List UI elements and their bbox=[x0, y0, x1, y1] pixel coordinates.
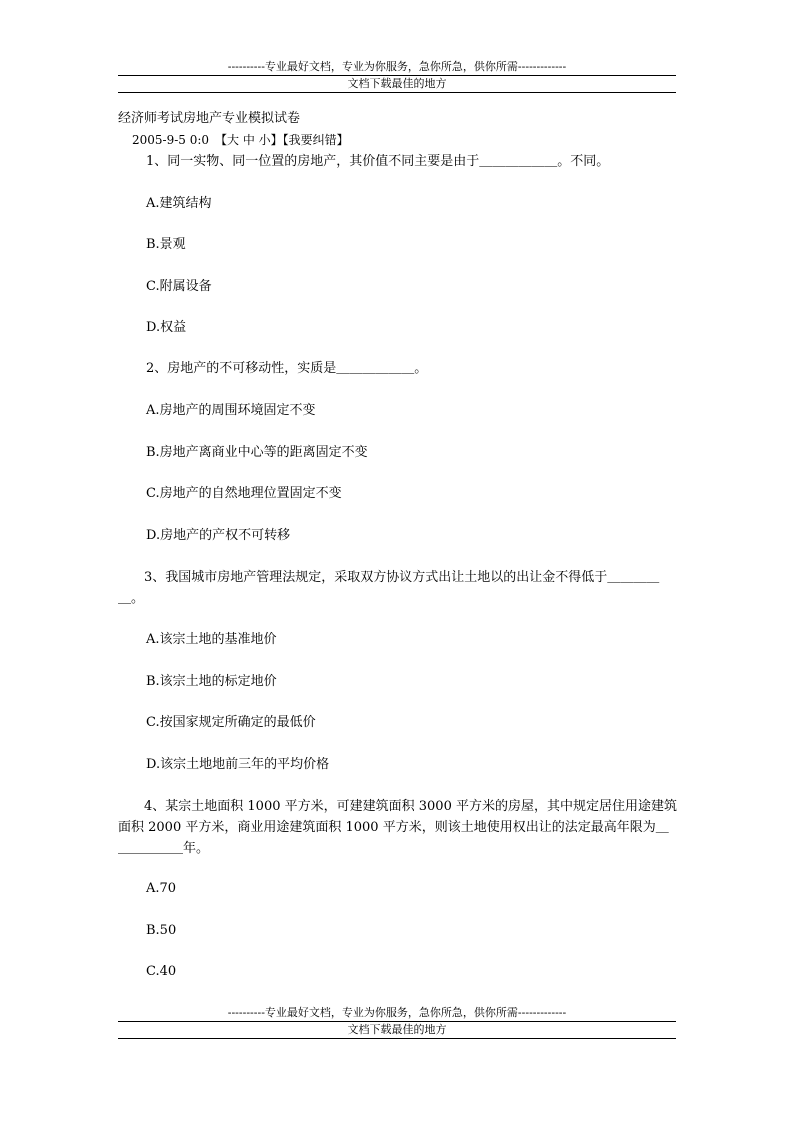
question-3-option-b: B.该宗土地的标定地价 bbox=[146, 674, 277, 689]
document-meta: 2005-9-5 0:0 【大 中 小】【我要纠错】 bbox=[132, 133, 349, 147]
question-1-stem: 1、同一实物、同一位置的房地产，其价值不同主要是由于＿＿＿＿＿＿。不同。 bbox=[146, 154, 610, 169]
question-2-option-b: B.房地产离商业中心等的距离固定不变 bbox=[146, 445, 368, 460]
header-tagline: ----------专业最好文档，专业为你服务，急你所急，供你所需------------- bbox=[227, 60, 567, 73]
header-subtitle: 文档下载最佳的地方 bbox=[118, 76, 676, 93]
document-body bbox=[118, 0, 678, 1000]
question-2-stem: 2、房地产的不可移动性，实质是＿＿＿＿＿＿。 bbox=[146, 361, 428, 376]
footer-subtitle: 文档下载最佳的地方 bbox=[118, 1022, 676, 1039]
question-4-option-c: C.40 bbox=[146, 964, 177, 979]
question-2-option-d: D.房地产的产权不可转移 bbox=[146, 528, 291, 543]
question-2-option-a: A.房地产的周围环境固定不变 bbox=[146, 403, 316, 418]
question-3-option-c: C.按国家规定所确定的最低价 bbox=[146, 715, 316, 730]
question-2-option-c: C.房地产的自然地理位置固定不变 bbox=[146, 486, 342, 501]
question-1-option-a: A.建筑结构 bbox=[146, 196, 212, 211]
footer-tagline: ----------专业最好文档，专业为你服务，急你所急，供你所需------------- bbox=[227, 1006, 567, 1019]
question-1-option-d: D.权益 bbox=[146, 320, 187, 335]
question-1-option-c: C.附属设备 bbox=[146, 279, 212, 294]
question-1-option-b: B.景观 bbox=[146, 237, 186, 252]
question-3-option-d: D.该宗土地地前三年的平均价格 bbox=[146, 757, 330, 772]
question-4-option-b: B.50 bbox=[146, 923, 177, 938]
question-3-option-a: A.该宗土地的基准地价 bbox=[146, 632, 277, 647]
page-footer bbox=[118, 1006, 676, 1039]
question-3-stem: 3、我国城市房地产管理法规定，采取双方协议方式出让土地以的出让金不得低于＿＿＿＿＿。 bbox=[118, 570, 660, 606]
document-title: 经济师考试房地产专业模拟试卷 bbox=[118, 111, 301, 126]
question-4-option-a: A.70 bbox=[146, 881, 177, 896]
question-4-stem: 4、某宗土地面积 1000 平方米，可建建筑面积 3000 平方米的房屋，其中规定居住用途建筑面积 2000 平方米，商业用途建筑面积 1000 平方米，则该土地使用权出让的法定最高年限为＿＿＿＿＿＿年。 bbox=[118, 799, 677, 856]
